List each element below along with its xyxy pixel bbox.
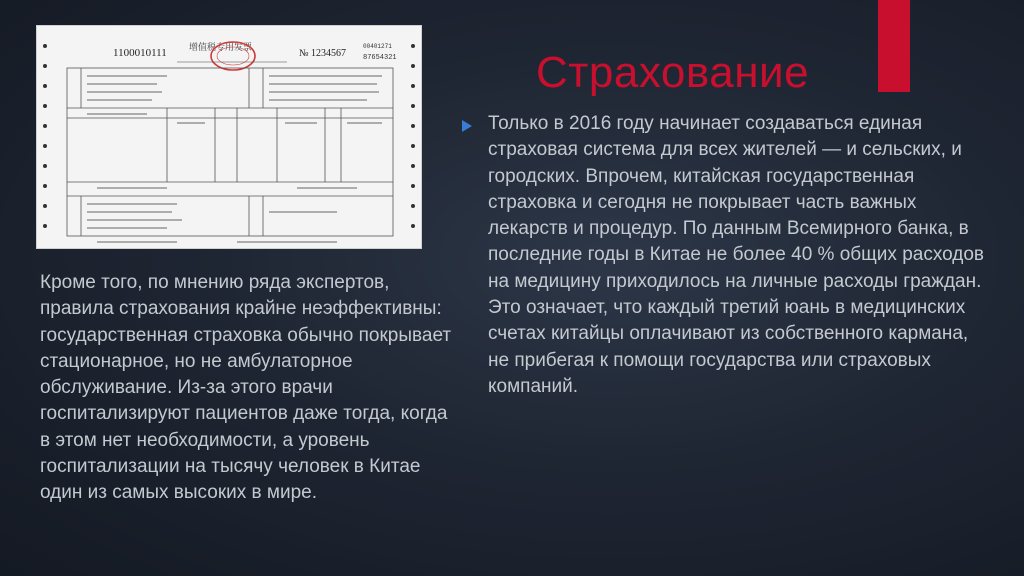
invoice-header: 增值税专用发票: [189, 43, 253, 53]
accent-bar: [878, 0, 910, 92]
bullet-icon: [462, 120, 472, 132]
invoice-code-top: 00401271: [363, 43, 392, 50]
invoice-number-left: 1100010111: [113, 47, 167, 59]
invoice-table: [67, 68, 393, 236]
invoice-number-right: № 1234567: [299, 48, 347, 59]
side-paragraph: Кроме того, по мнению ряда экспертов, правила страхования крайне неэффективны: государственная страховка обычно покрывает стационарное, но не амбулаторное обслуживание. Из-за этого врачи госпитализируют пациентов даже тогда, когда в этом нет необходимости, а уровень госпитализации на тысячу человек в Китае один из самых высоких в мире.: [40, 272, 452, 504]
invoice-image: [36, 25, 422, 249]
slide-title: Страхование: [536, 48, 810, 97]
invoice-text-lines: [87, 76, 382, 242]
invoice-code-bottom: 87654321: [363, 54, 397, 62]
main-paragraph: Только в 2016 году начинает создаваться единая страховая система для всех жителей — и сельских, и городских. Впрочем, китайская государственная страховка и сегодня не покрывает часть важных лекарств и процедур. По данным Всемирного банка, в последние годы в Китае не более 40 % общих расходов на медицину приходилось на личные расходы граждан. Это означает, что каждый третий юань в медицинских счетах китайцы оплачивают из собственного кармана, не прибегая к помощи государства или страховых компаний.: [488, 113, 985, 397]
perforation-holes: [43, 44, 415, 228]
